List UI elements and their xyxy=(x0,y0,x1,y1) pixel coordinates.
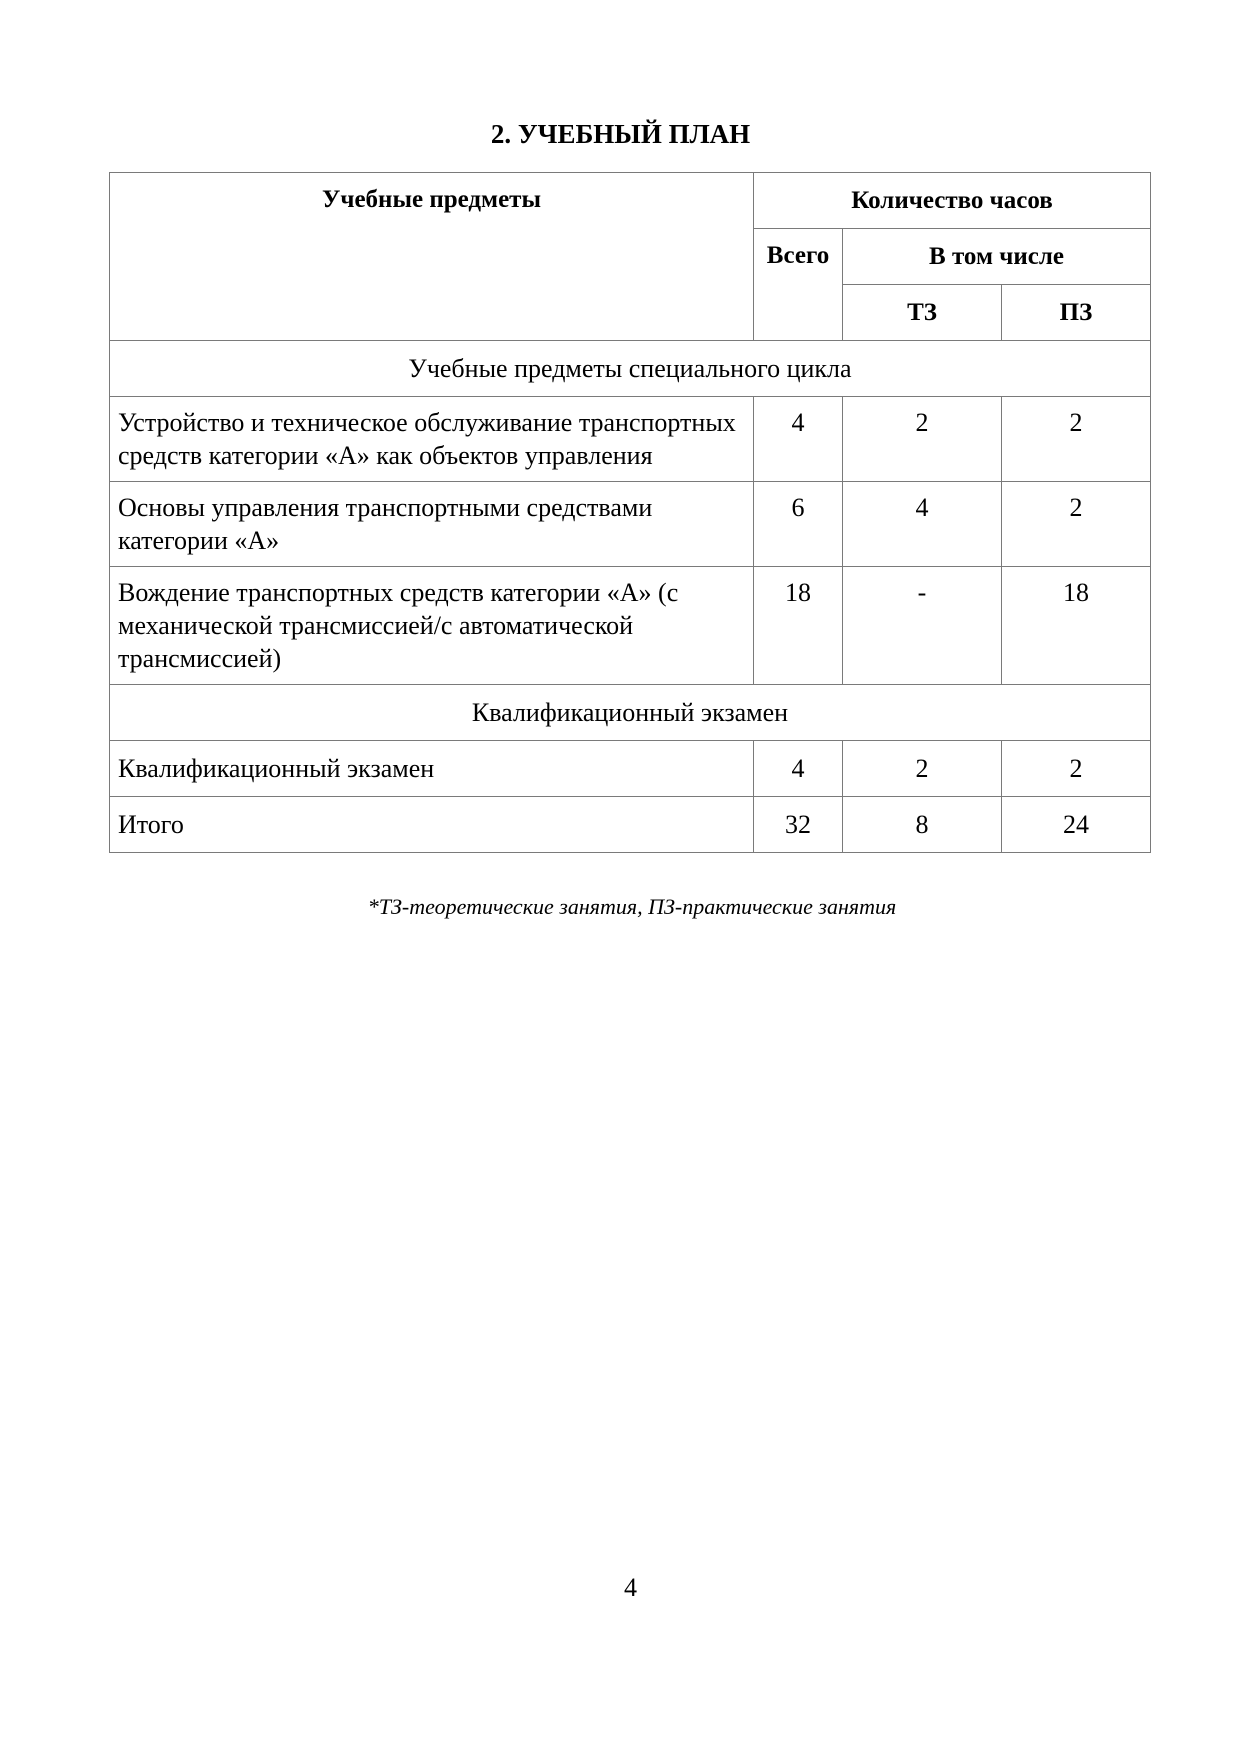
total-sum-cell: 32 xyxy=(754,797,843,853)
section-title-exam: Квалификационный экзамен xyxy=(110,685,1151,741)
page-number: 4 xyxy=(624,1573,637,1602)
total-label: Итого xyxy=(110,797,754,853)
section-title-special-cycle: Учебные предметы специального цикла xyxy=(110,341,1151,397)
table-row xyxy=(110,741,1151,797)
total-cell: 4 xyxy=(754,397,843,482)
subject-cell: Квалификационный экзамен xyxy=(110,741,754,797)
header-pz: ПЗ xyxy=(1002,285,1151,341)
footnote: *ТЗ-теоретические занятия, ПЗ-практические занятия xyxy=(367,894,897,919)
header-including: В том числе xyxy=(843,229,1151,285)
header-row-1 xyxy=(110,173,1151,229)
header-hours: Количество часов xyxy=(754,173,1151,229)
pz-cell: 2 xyxy=(1002,397,1151,482)
curriculum-table xyxy=(109,172,1151,853)
pz-cell: 18 xyxy=(1002,567,1151,685)
table-row xyxy=(110,567,1151,685)
subject-cell: Основы управления транспортными средствами категории «А» xyxy=(110,482,754,567)
tz-sum-cell: 8 xyxy=(843,797,1002,853)
pz-cell: 2 xyxy=(1002,482,1151,567)
total-row xyxy=(110,797,1151,853)
total-cell: 6 xyxy=(754,482,843,567)
tz-cell: 2 xyxy=(843,741,1002,797)
header-total: Всего xyxy=(754,229,843,341)
subject-cell: Вождение транспортных средств категории «А» (с механической трансмиссией/с автоматической трансмиссией) xyxy=(110,567,754,685)
tz-cell: 4 xyxy=(843,482,1002,567)
page-title: 2. УЧЕБНЫЙ ПЛАН xyxy=(490,119,751,149)
header-subjects: Учебные предметы xyxy=(110,173,754,341)
tz-cell: 2 xyxy=(843,397,1002,482)
pz-sum-cell: 24 xyxy=(1002,797,1151,853)
tz-cell: - xyxy=(843,567,1002,685)
section-row xyxy=(110,341,1151,397)
pz-cell: 2 xyxy=(1002,741,1151,797)
table-row xyxy=(110,397,1151,482)
section-row xyxy=(110,685,1151,741)
total-cell: 18 xyxy=(754,567,843,685)
table-row xyxy=(110,482,1151,567)
subject-cell: Устройство и техническое обслуживание транспортных средств категории «А» как объектов управления xyxy=(110,397,754,482)
total-cell: 4 xyxy=(754,741,843,797)
header-tz: ТЗ xyxy=(843,285,1002,341)
